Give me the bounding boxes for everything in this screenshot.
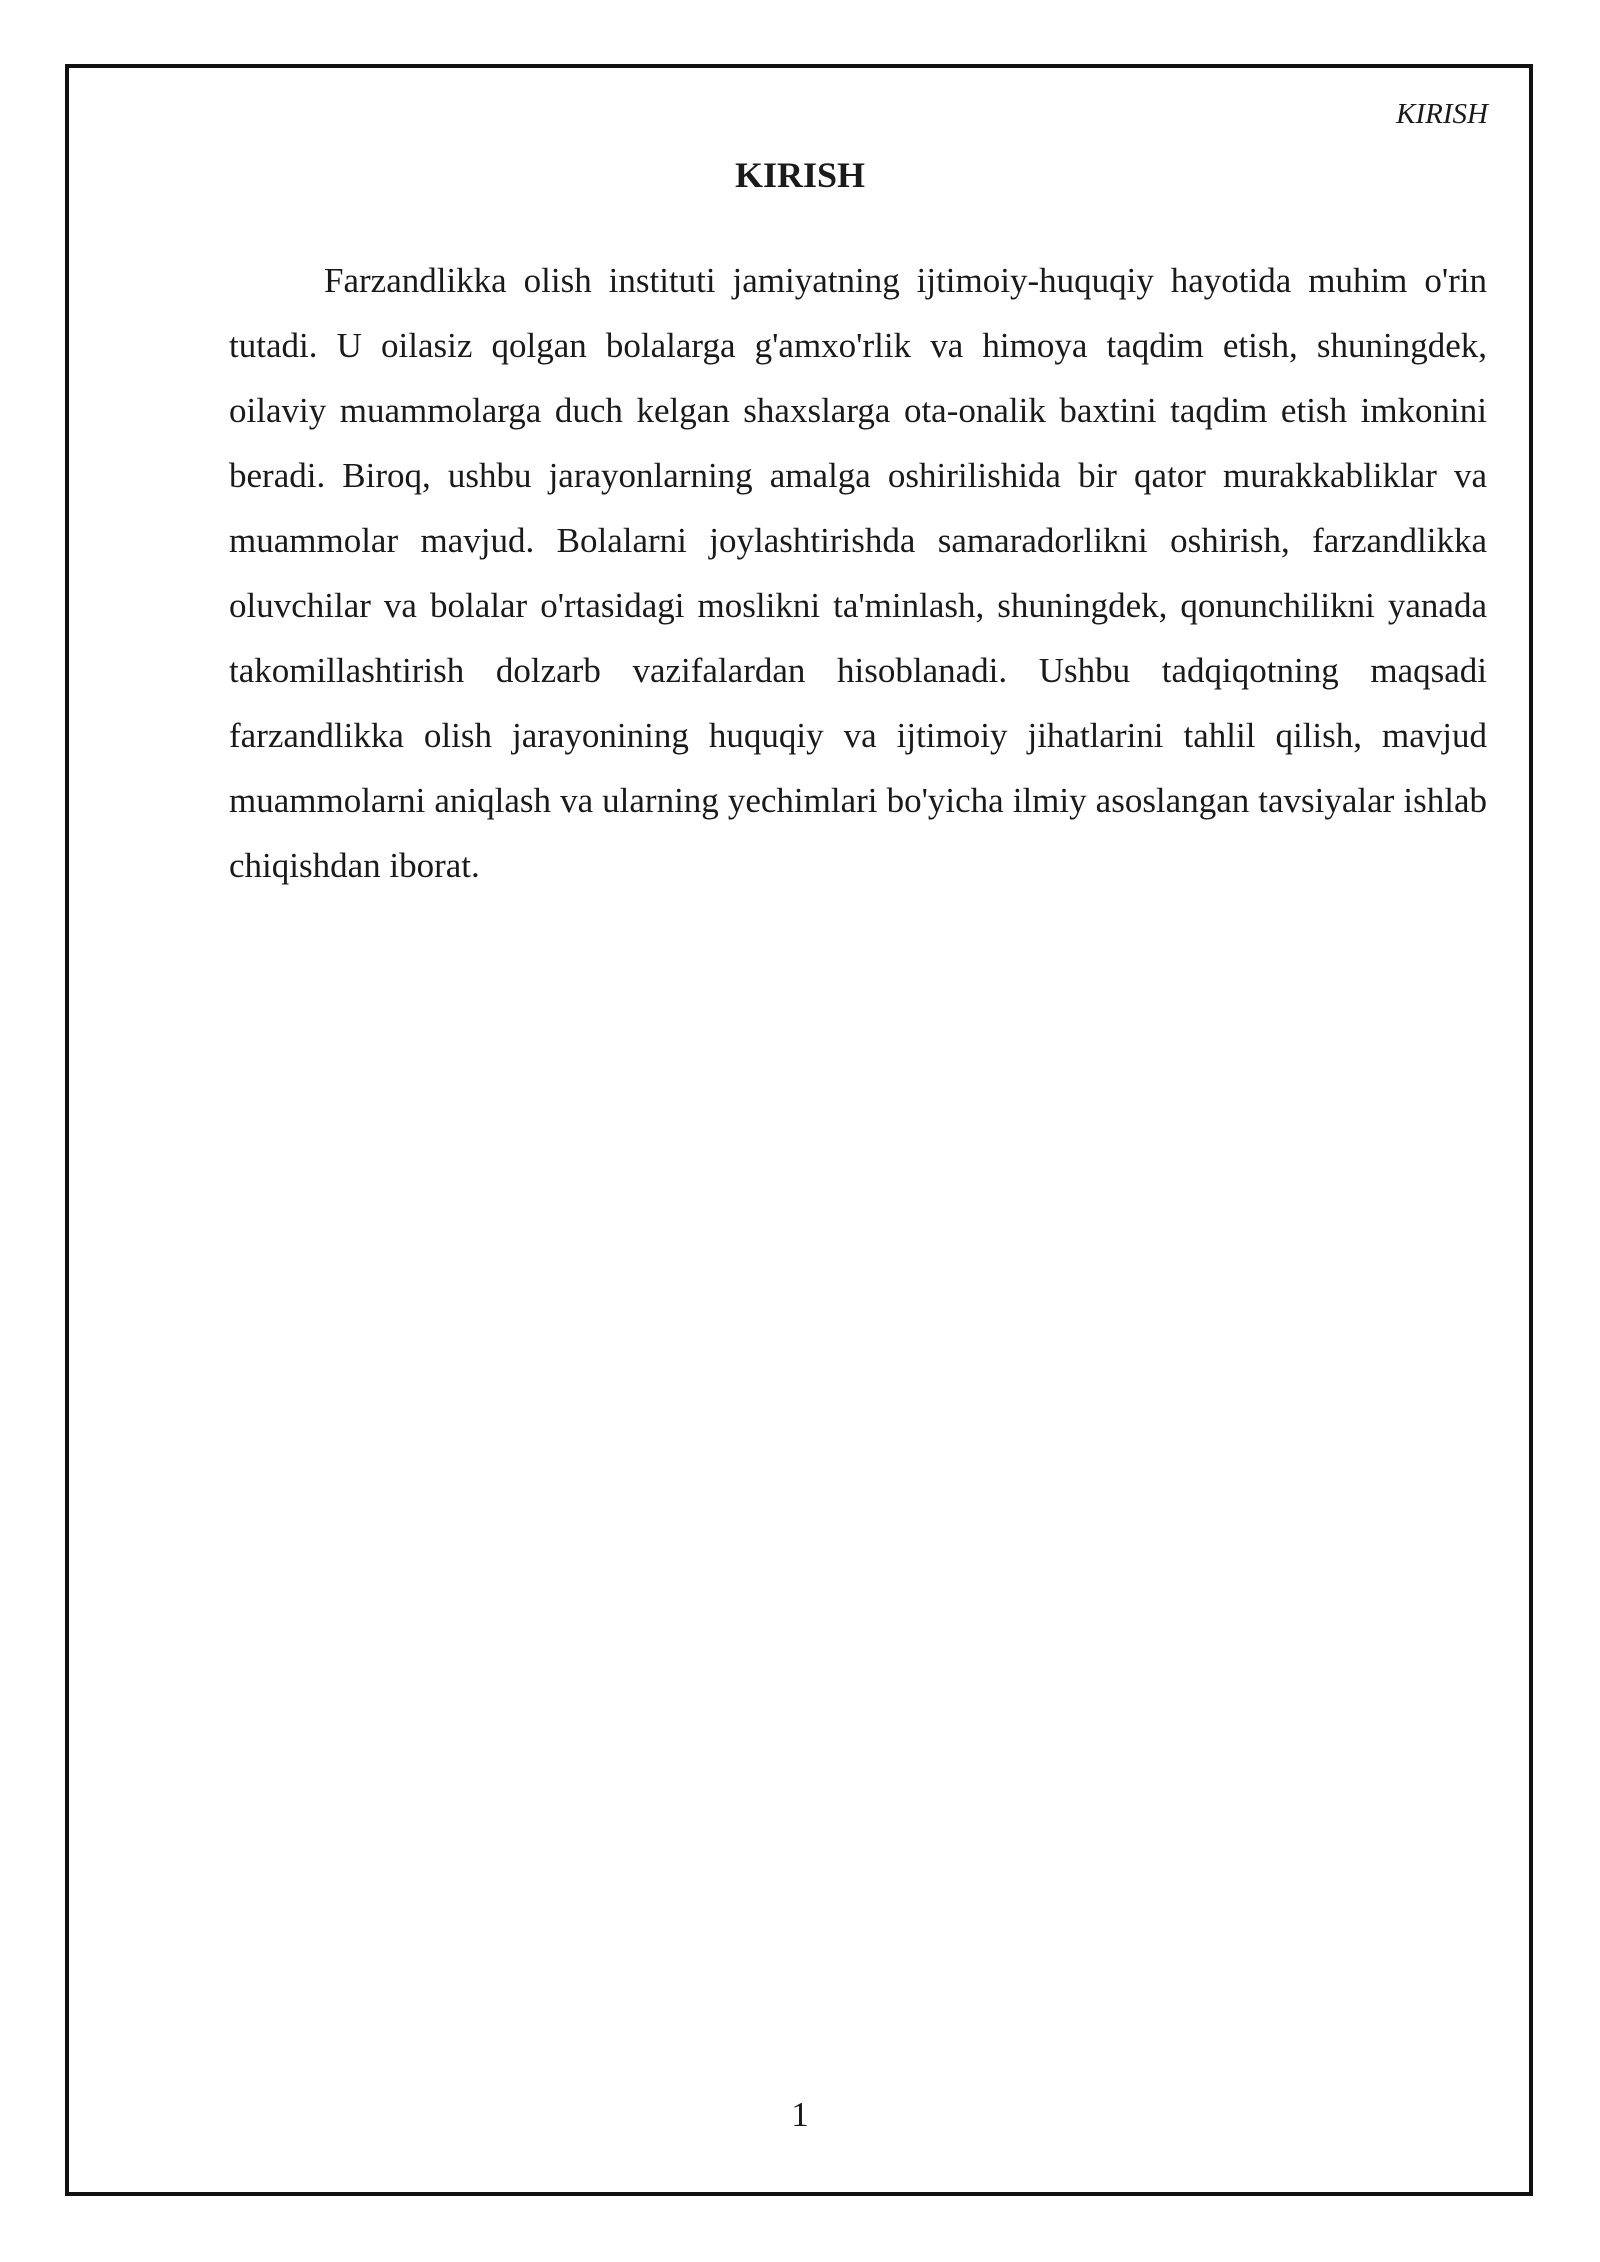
page-title: KIRISH: [734, 155, 866, 195]
body-paragraph: Farzandlikka olish instituti jamiyatning ijtimoiy-huquqiy hayotida muhim o'rin tutadi. U oilasiz qolgan bolalarga g'amxo'rlik va himoya taqdim etish, shuningdek, oilaviy muammolarga duch kelgan shaxslarga ota-onalik baxtini taqdim etish imkonini beradi. Biroq, ushbu jarayonlarning amalga oshirilishida bir qator murakkabliklar va muammolar mavjud. Bolalarni joylashtirishda samaradorlikni oshirish, farzandlikka oluvchilar va bolalar o'rtasidagi moslikni ta'minlash, shuningdek, qonunchilikni yanada takomillashtirish dolzarb vazifalardan hisoblanadi. Ushbu tadqiqotning maqsadi farzandlikka olish jarayonining huquqiy va ijtimoiy jihatlarini tahlil qilish, mavjud muammolarni aniqlash va ularning yechimlari bo'yicha ilmiy asoslangan tavsiyalar ishlab chiqishdan iborat.: [229, 261, 1487, 885]
running-header: KIRISH: [1396, 98, 1488, 130]
page-number: 1: [791, 2095, 809, 2134]
